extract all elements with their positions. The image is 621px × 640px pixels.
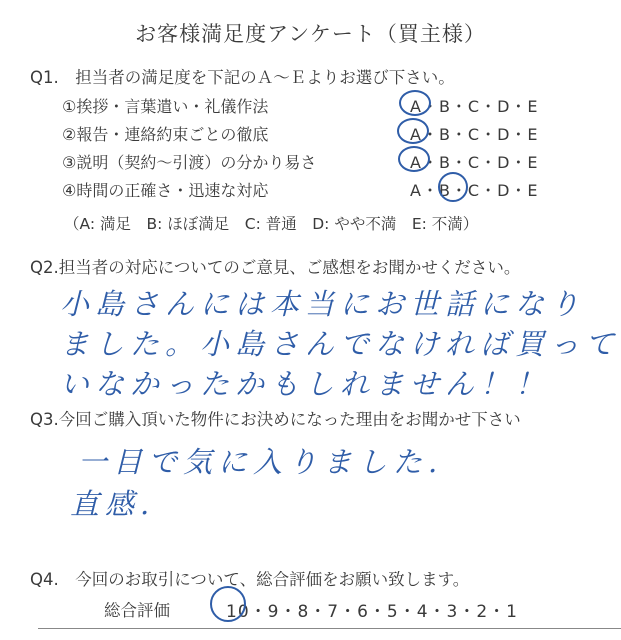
q1-item-options: A・B・C・D・E bbox=[410, 125, 539, 144]
q4-selection-mark bbox=[210, 586, 246, 622]
q4-rating-label: 総合評価 bbox=[104, 601, 170, 620]
q2-question: Q2.担当者の対応についてのご意見、ご感想をお聞かせください。 bbox=[30, 258, 521, 277]
q1-item-label: ②報告・連絡約束ごとの徹底 bbox=[62, 125, 269, 144]
q1-item-1-selection-mark bbox=[399, 90, 431, 116]
q3-question: Q3.今回ご購入頂いた物件にお決めになった理由をお聞かせ下さい bbox=[30, 410, 521, 429]
q1-item-3-selection-mark bbox=[398, 146, 430, 172]
q3-handwritten-line: 直感. bbox=[70, 487, 156, 521]
q1-item-2-selection-mark bbox=[397, 118, 429, 144]
q1-legend: （A: 満足 B: ほぼ満足 C: 普通 D: やや不満 E: 不満） bbox=[64, 215, 479, 233]
q2-handwritten-line: ました。小島さんでなければ買って bbox=[60, 327, 621, 361]
q1-item-options: A・B・C・D・E bbox=[410, 97, 539, 116]
q1-item-label: ③説明（契約～引渡）の分かり易さ bbox=[62, 153, 317, 172]
q3-handwritten-line: 一目で気に入りました. bbox=[78, 445, 444, 479]
q1-question: Q1. 担当者の満足度を下記のＡ～Ｅよりお選び下さい。 bbox=[30, 68, 455, 87]
survey-title: お客様満足度アンケート（買主様） bbox=[135, 22, 486, 46]
q1-item-label: ①挨拶・言葉遣い・礼儀作法 bbox=[62, 97, 269, 116]
q1-item-options: A・B・C・D・E bbox=[410, 153, 539, 172]
q4-question: Q4. 今回のお取引について、総合評価をお願い致します。 bbox=[30, 570, 470, 589]
q2-handwritten-line: 小島さんには本当にお世話になり bbox=[60, 287, 586, 321]
q4-rating-scale: 10・9・8・7・6・5・4・3・2・1 bbox=[226, 602, 518, 622]
q2-handwritten-line: いなかったかもしれません！！ bbox=[60, 367, 551, 401]
q1-item-label: ④時間の正確さ・迅速な対応 bbox=[62, 181, 269, 200]
q1-item-4-selection-mark bbox=[438, 172, 468, 202]
q1-item-options: A・B・C・D・E bbox=[410, 181, 539, 200]
bottom-divider bbox=[38, 628, 621, 629]
